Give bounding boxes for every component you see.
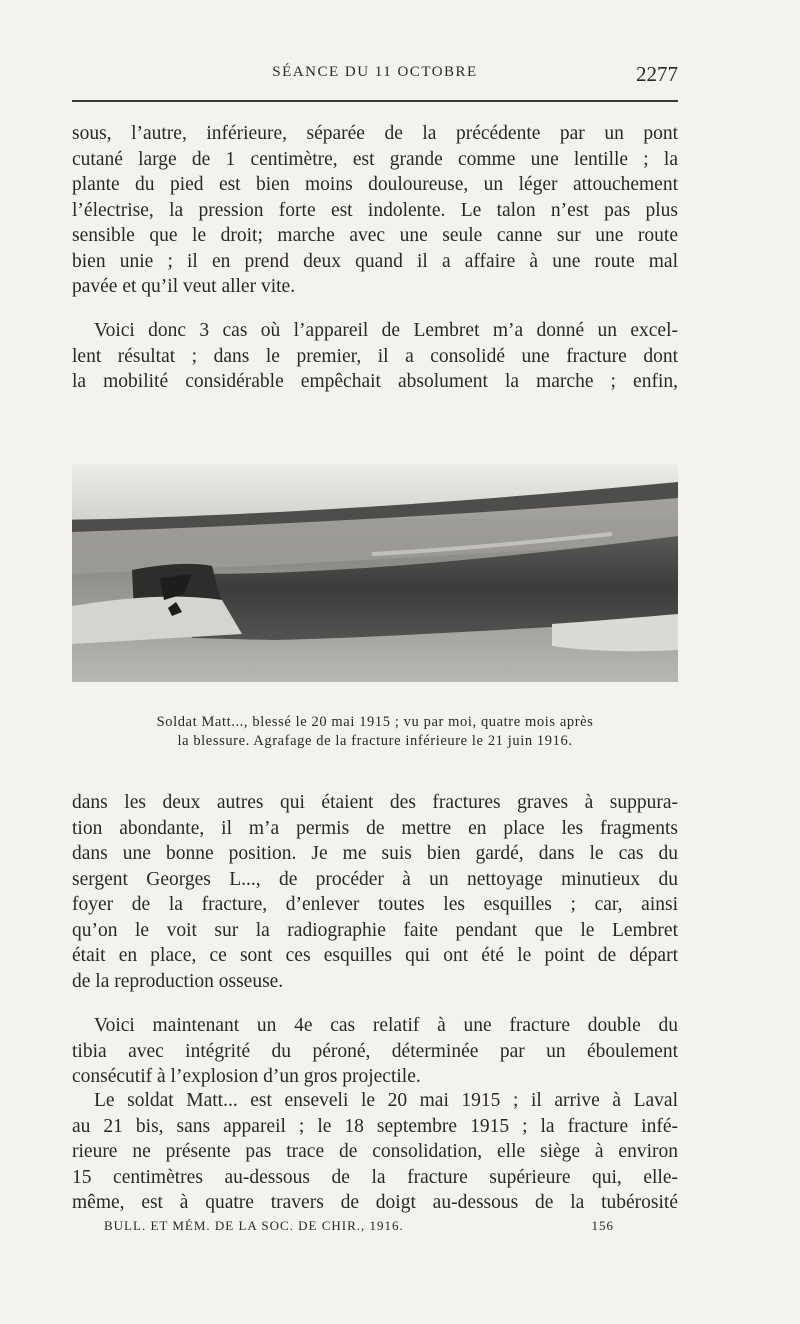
running-header: [72, 62, 678, 92]
paragraph-5: [72, 1088, 678, 1216]
text-line: foyer de la fracture, d’enlever toutes les esquilles ; car, ainsi: [72, 894, 678, 915]
text-line: qu’on le voit sur la radiographie faite pendant que le Lembret: [72, 919, 678, 941]
signature-mark: 156: [591, 1218, 614, 1233]
text-line: Voici maintenant un 4e cas relatif à une fracture double du: [94, 1015, 678, 1036]
text-line: Le soldat Matt... est enseveli le 20 mai 1915 ; il arrive à Laval: [94, 1090, 678, 1111]
text-line: plante du pied est bien moins douloureuse, un léger attouchement: [72, 174, 678, 195]
figure-caption: [72, 713, 678, 751]
header-title: SÉANCE DU 11 OCTOBRE: [272, 64, 478, 80]
paragraph-3: [72, 790, 678, 994]
text-line: cutané large de 1 centimètre, est grande comme une lentille ; la: [72, 148, 678, 170]
text-line: sous, l’autre, inférieure, séparée de la précédente par un pont: [72, 123, 678, 144]
text-line: était en place, ce sont ces esquilles qui ont été le point de départ: [72, 945, 678, 966]
paragraph-4: [72, 1013, 678, 1090]
text-line: bien unie ; il en prend deux quand il a affaire à une route mal: [72, 250, 678, 272]
text-line: dans une bonne position. Je me suis bien gardé, dans le cas du: [72, 843, 678, 864]
paragraph-1: [72, 121, 678, 300]
text-line: Voici donc 3 cas où l’appareil de Lembret m’a donné un excel-: [94, 320, 678, 341]
text-line: lent résultat ; dans le premier, il a consolidé une fracture dont: [72, 345, 678, 367]
text-line: pavée et qu’il veut aller vite.: [72, 276, 296, 297]
caption-line: la blessure. Agrafage de la fracture inférieure le 21 juin 1916.: [177, 733, 573, 749]
text-line: dans les deux autres qui étaient des fractures graves à suppura-: [72, 792, 678, 813]
radiograph-figure: [72, 424, 678, 694]
caption-line: Soldat Matt..., blessé le 20 mai 1915 ; vu par moi, quatre mois après: [156, 714, 594, 730]
text-line: rieure ne présente pas trace de consolidation, elle siège à environ: [72, 1141, 678, 1162]
header-rule: [72, 100, 678, 102]
radiograph-image: [72, 424, 678, 694]
journal-reference: BULL. ET MÉM. DE LA SOC. DE CHIR., 1916.: [104, 1218, 404, 1233]
text-line: sensible que le droit; marche avec une seule canne sur une route: [72, 225, 678, 246]
page-footer: [104, 1216, 624, 1238]
text-line: sergent Georges L..., de procéder à un nettoyage minutieux du: [72, 868, 678, 890]
text-line: même, est à quatre travers de doigt au-dessous de la tubérosité: [72, 1192, 678, 1213]
text-line: de la reproduction osseuse.: [72, 970, 284, 992]
page-number: 2277: [636, 62, 678, 86]
text-line: tibia avec intégrité du péroné, déterminée par un éboulement: [72, 1040, 678, 1062]
text-line: la mobilité considérable empêchait absolument la marche ; enfin,: [72, 371, 678, 392]
text-line: consécutif à l’explosion d’un gros projectile.: [72, 1066, 421, 1087]
text-line: au 21 bis, sans appareil ; le 18 septembre 1915 ; la fracture infé-: [72, 1115, 678, 1137]
text-line: 15 centimètres au-dessous de la fracture supérieure qui, elle-: [72, 1166, 678, 1188]
paragraph-2: [72, 318, 678, 395]
text-line: l’électrise, la pression forte est indolente. Le talon n’est pas plus: [72, 199, 678, 221]
text-line: tion abondante, il m’a permis de mettre en place les fragments: [72, 817, 678, 839]
